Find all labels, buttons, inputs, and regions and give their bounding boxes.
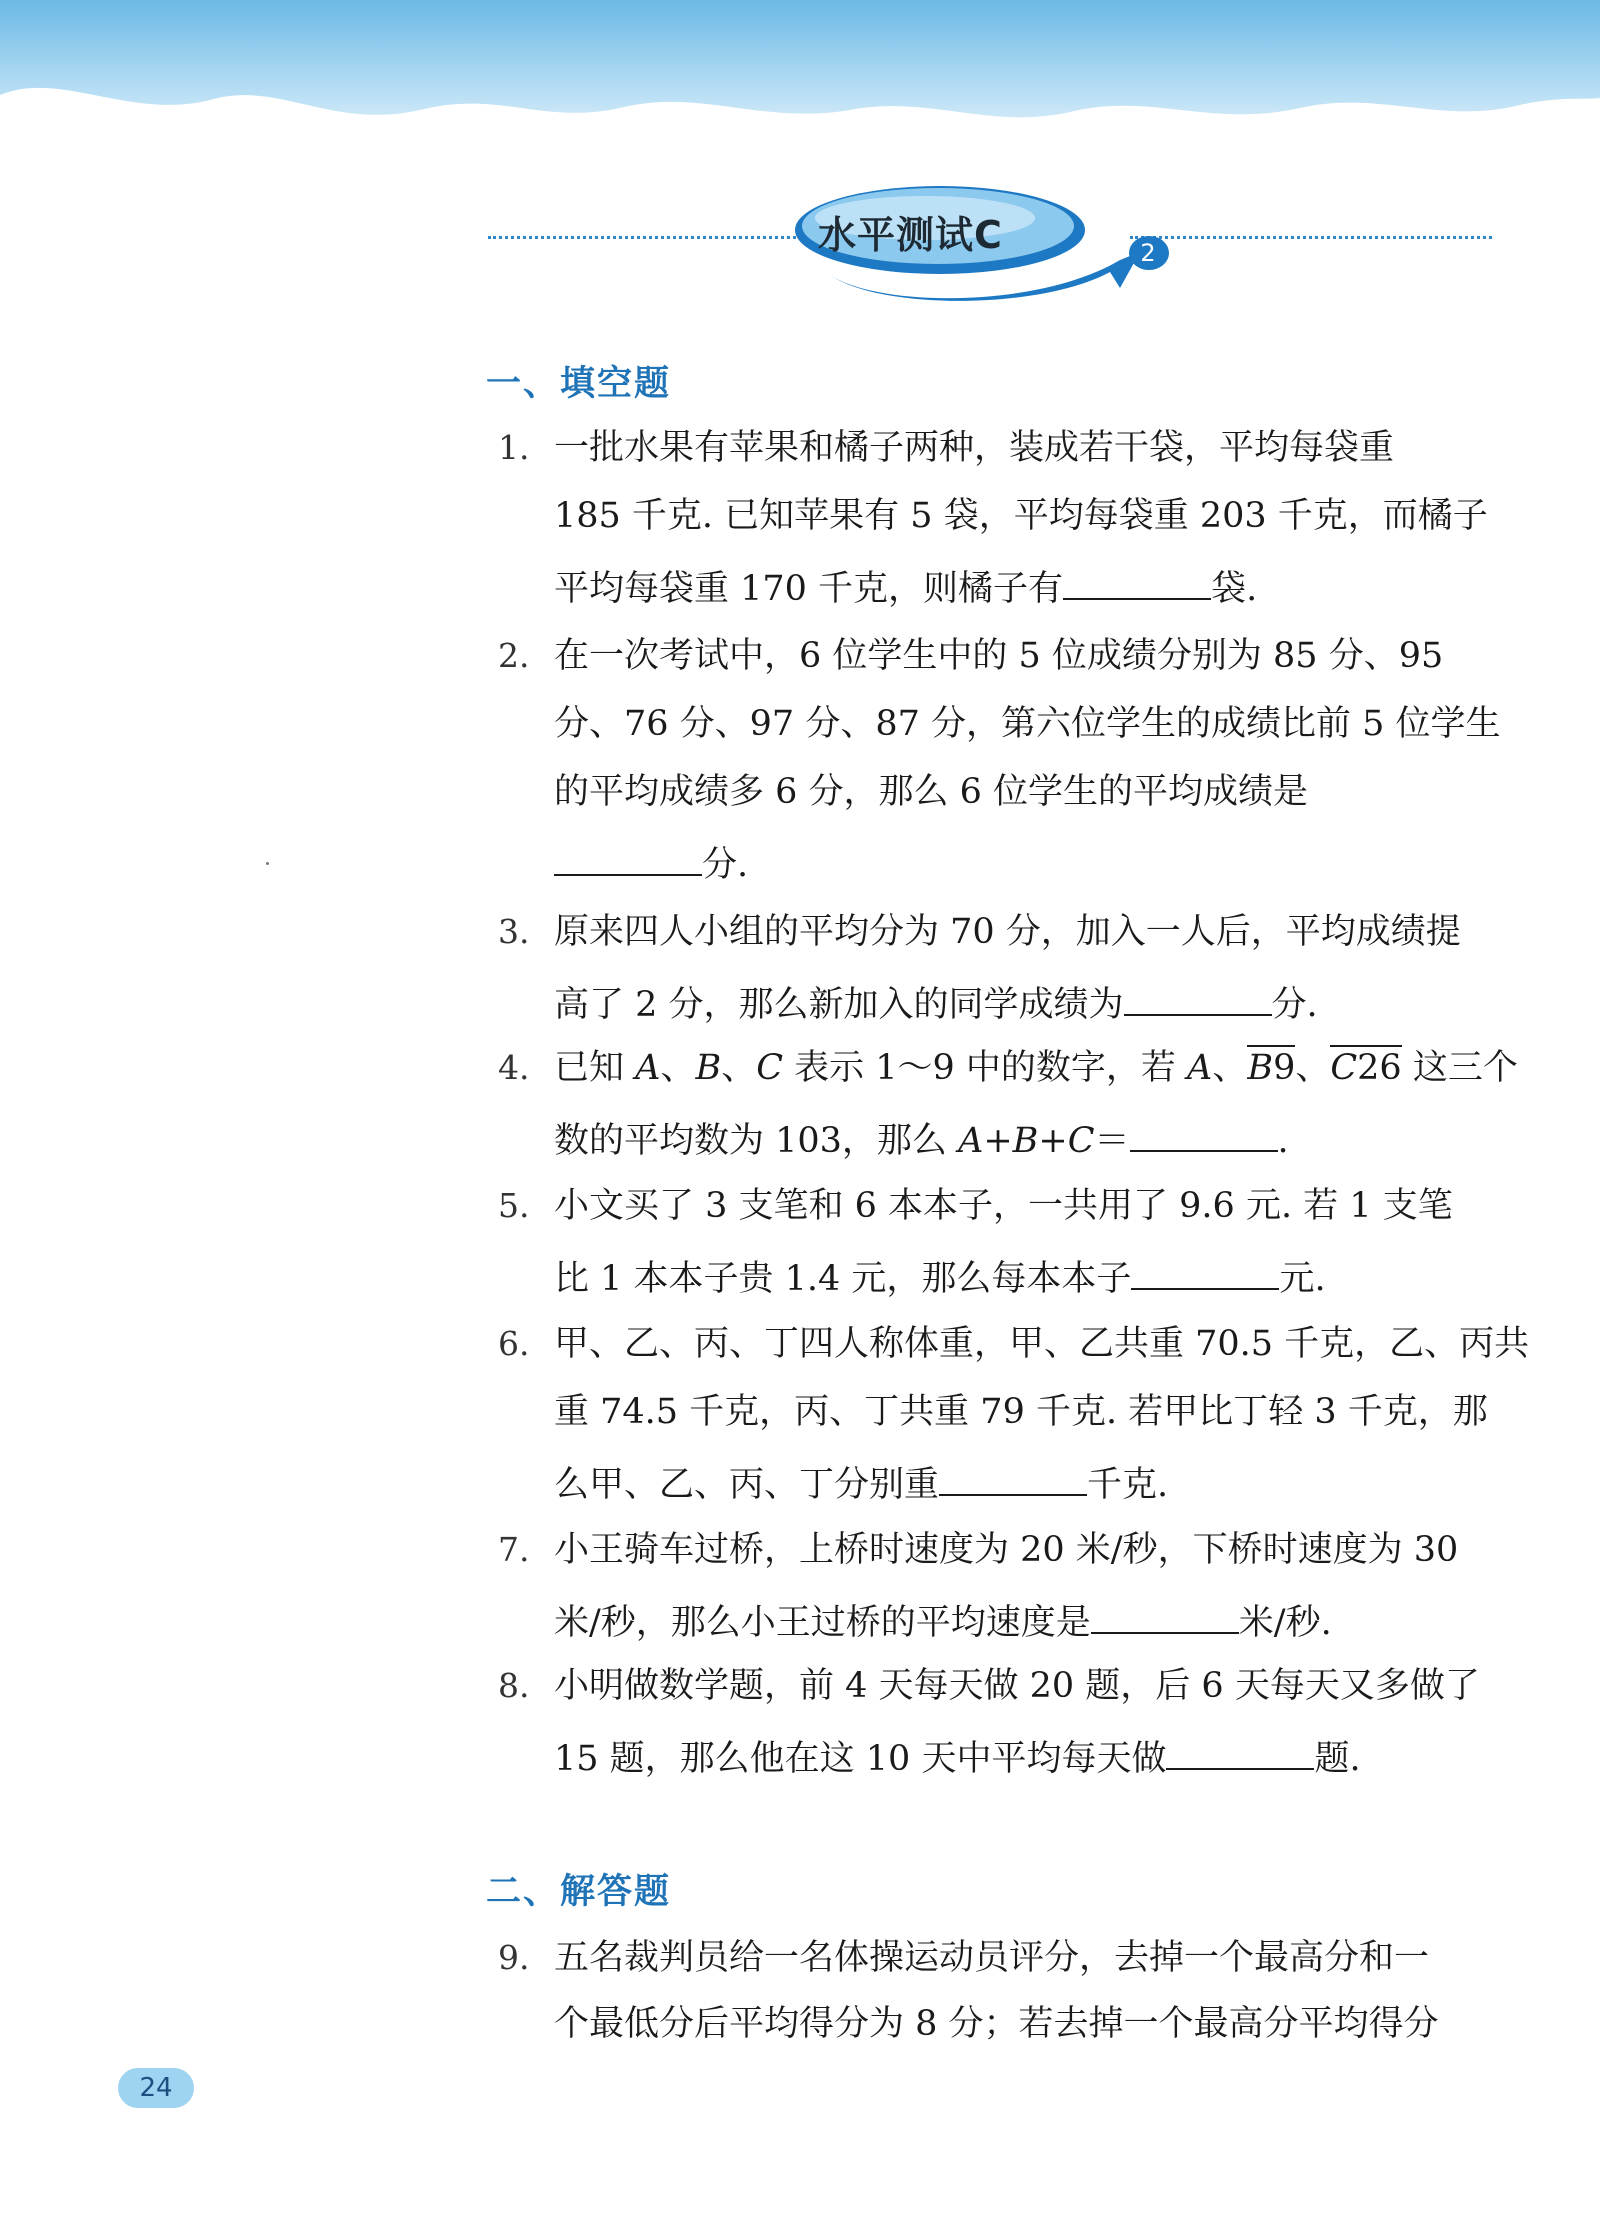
- question-line: 的平均成绩多 6 分，那么 6 位学生的平均成绩是: [554, 772, 1309, 812]
- header-dotted-line-left: [488, 236, 808, 239]
- question-line: 小明做数学题，前 4 天每天做 20 题，后 6 天每天又多做了: [554, 1666, 1480, 1706]
- answer-blank[interactable]: [939, 1460, 1087, 1496]
- question-line: 一批水果有苹果和橘子两种，装成若干袋，平均每袋重: [554, 428, 1395, 468]
- question-line: 个最低分后平均得分为 8 分；若去掉一个最高分平均得分: [554, 2004, 1439, 2044]
- answer-blank[interactable]: [1166, 1734, 1314, 1770]
- question-line: 比 1 本本子贵 1.4 元，那么每本本子 元.: [554, 1254, 1326, 1299]
- question-line: 在一次考试中，6 位学生中的 5 位成绩分别为 85 分、95: [554, 636, 1444, 676]
- question-number: 6.: [498, 1324, 530, 1363]
- question-line: 15 题，那么他在这 10 天中平均每天做 题.: [554, 1734, 1361, 1779]
- question-line: 已知 A、B、C 表示 1～9 中的数字，若 A、B9、C26 这三个: [554, 1048, 1518, 1088]
- overline-number-b9: B9: [1247, 1045, 1295, 1088]
- answer-blank[interactable]: [1130, 1116, 1278, 1152]
- question-line: 甲、乙、丙、丁四人称体重，甲、乙共重 70.5 千克，乙、丙共: [554, 1324, 1530, 1364]
- question-line: 高了 2 分，那么新加入的同学成绩为 分.: [554, 980, 1318, 1025]
- answer-blank[interactable]: [1131, 1254, 1279, 1290]
- question-number: 7.: [498, 1530, 530, 1569]
- question-number: 8.: [498, 1666, 530, 1705]
- page-number: 24: [118, 2068, 194, 2108]
- question-number: 2.: [498, 636, 530, 675]
- question-line: 分、76 分、97 分、87 分，第六位学生的成绩比前 5 位学生: [554, 704, 1501, 744]
- answer-blank[interactable]: [1063, 564, 1211, 600]
- question-number: 4.: [498, 1048, 530, 1087]
- question-line: 分.: [554, 840, 748, 885]
- question-line: 么甲、乙、丙、丁分别重 千克.: [554, 1460, 1168, 1505]
- header-cloud-banner: [0, 0, 1600, 170]
- scan-dot: [266, 862, 269, 865]
- question-line: 重 74.5 千克，丙、丁共重 79 千克. 若甲比丁轻 3 千克，那: [554, 1392, 1488, 1432]
- question-number: 9.: [498, 1938, 530, 1977]
- question-line: 185 千克. 已知苹果有 5 袋，平均每袋重 203 千克，而橘子: [554, 496, 1488, 536]
- overline-number-c26: C26: [1330, 1045, 1401, 1088]
- header-dotted-line-right: [1130, 236, 1492, 239]
- question-line: 小王骑车过桥，上桥时速度为 20 米/秒，下桥时速度为 30: [554, 1530, 1459, 1570]
- section-title-answer: 二、解答题: [486, 1872, 672, 1912]
- question-number: 3.: [498, 912, 530, 951]
- question-number: 1.: [498, 428, 530, 467]
- answer-blank[interactable]: [554, 840, 702, 876]
- question-number: 5.: [498, 1186, 530, 1225]
- question-line: 米/秒，那么小王过桥的平均速度是 米/秒.: [554, 1598, 1332, 1643]
- question-line: 数的平均数为 103，那么 A+B+C＝ .: [554, 1116, 1289, 1161]
- answer-blank[interactable]: [1091, 1598, 1239, 1634]
- question-line: 五名裁判员给一名体操运动员评分，去掉一个最高分和一: [554, 1938, 1430, 1978]
- section-title-fill-in: 一、填空题: [486, 364, 672, 404]
- badge-number: 2: [1140, 239, 1156, 267]
- page-title: 水平测试C: [818, 213, 1003, 257]
- question-line: 小文买了 3 支笔和 6 本本子，一共用了 9.6 元. 若 1 支笔: [554, 1186, 1453, 1226]
- question-line: 原来四人小组的平均分为 70 分，加入一人后，平均成绩提: [554, 912, 1461, 952]
- question-line: 平均每袋重 170 千克，则橘子有 袋.: [554, 564, 1257, 609]
- answer-blank[interactable]: [1124, 980, 1272, 1016]
